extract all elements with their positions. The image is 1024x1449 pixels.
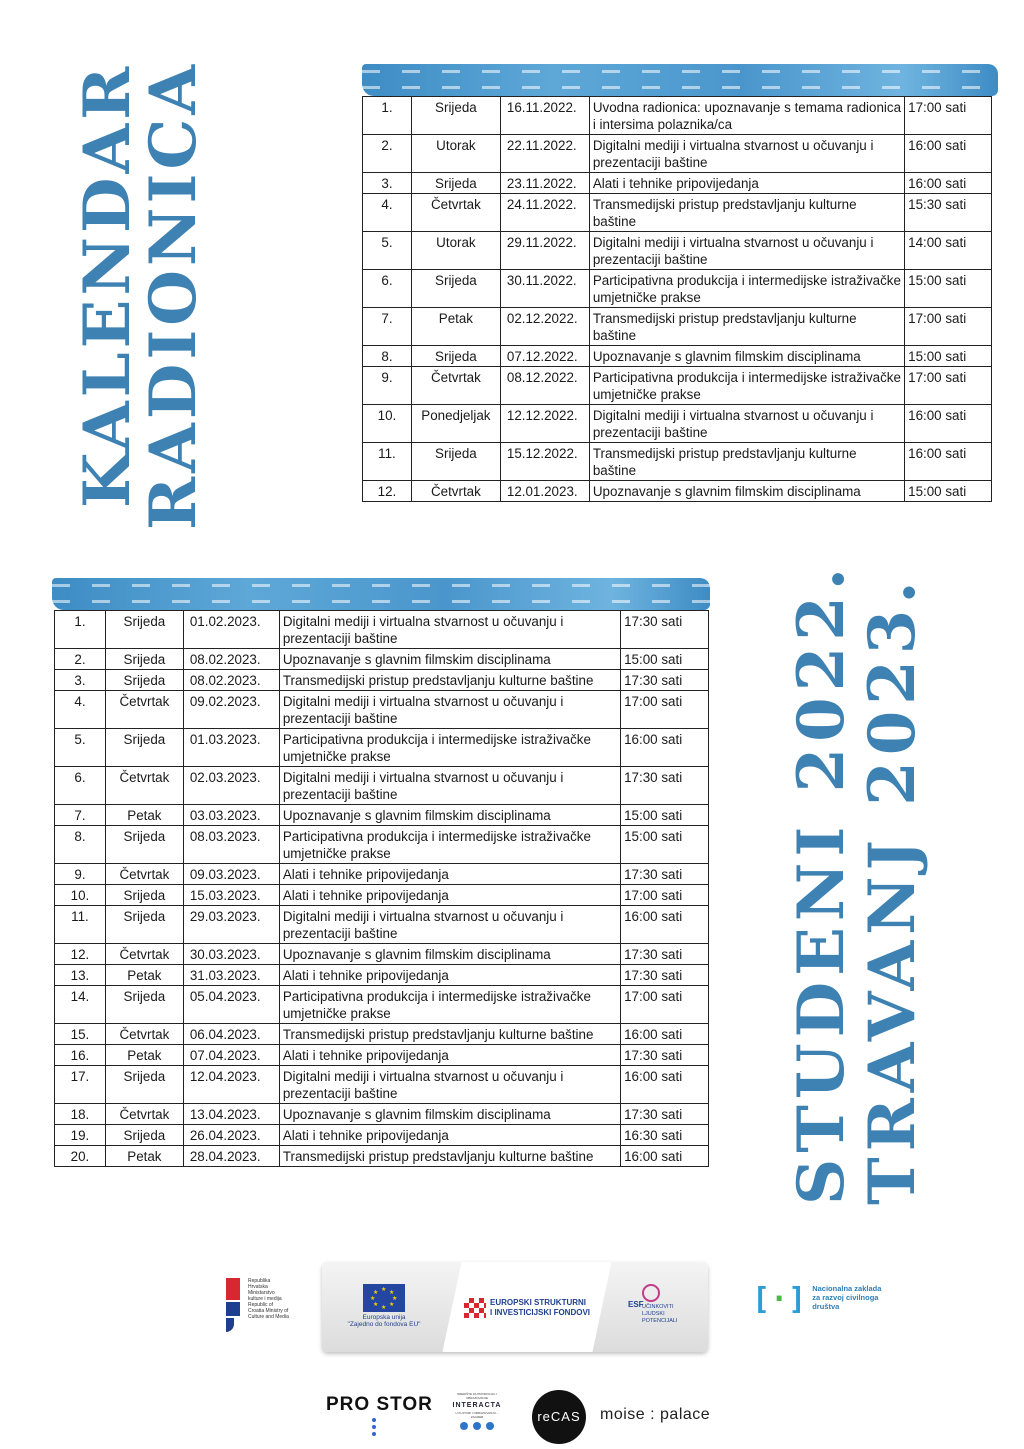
cell-number: 15. [55, 1024, 106, 1045]
cell-topic: Upoznavanje s glavnim filmskim disciplinama [589, 346, 904, 367]
cell-number: 4. [55, 691, 106, 729]
cell-time: 17:00 sati [621, 885, 709, 906]
cell-topic: Participativna produkcija i intermedijske istraživačke umjetničke prakse [279, 826, 620, 864]
cell-day: Petak [105, 1146, 183, 1167]
cell-time: 17:00 sati [621, 986, 709, 1024]
cell-topic: Upoznavanje s glavnim filmskim disciplinama [279, 1104, 620, 1125]
table-row [363, 443, 992, 481]
interacta-small-text-2: U KULTURI I OBRAZOVANJU – ZAGREB [455, 1411, 499, 1419]
cell-time: 16:00 sati [905, 405, 992, 443]
cell-time: 14:00 sati [905, 232, 992, 270]
cell-number: 6. [363, 270, 412, 308]
cell-topic: Participativna produkcija i intermedijske istraživačke umjetničke prakse [589, 270, 904, 308]
cell-topic: Transmedijski pristup predstavljanju kulturne baštine [589, 443, 904, 481]
table-row [363, 367, 992, 405]
cell-time: 15:00 sati [621, 826, 709, 864]
cell-number: 19. [55, 1125, 106, 1146]
cell-topic: Transmedijski pristup predstavljanju kulturne baštine [589, 308, 904, 346]
cell-day: Petak [105, 805, 183, 826]
schedule-table-1 [362, 96, 992, 502]
cell-date: 15.12.2022. [500, 443, 589, 481]
cell-number: 1. [363, 97, 412, 135]
cell-topic: Alati i tehnike pripovijedanja [279, 1045, 620, 1066]
cell-day: Srijeda [105, 670, 183, 691]
cell-date: 26.04.2023. [183, 1125, 279, 1146]
ministry-logo [222, 1278, 290, 1334]
cell-topic: Digitalni mediji i virtualna stvarnost u očuvanju i prezentaciji baštine [279, 1066, 620, 1104]
cell-date: 08.02.2023. [183, 649, 279, 670]
cell-date: 12.01.2023. [500, 481, 589, 502]
brush-stroke-bottom [52, 578, 710, 610]
cell-date: 08.12.2022. [500, 367, 589, 405]
title-studeni: STUDENI 2022. [784, 561, 859, 1205]
table-row [55, 767, 709, 805]
table-row [55, 1024, 709, 1045]
cell-time: 16:30 sati [621, 1125, 709, 1146]
cell-date: 16.11.2022. [500, 97, 589, 135]
dots-icon [372, 1418, 376, 1439]
cell-topic: Upoznavanje s glavnim filmskim disciplinama [279, 944, 620, 965]
eu-text-1: Europska unija [362, 1314, 406, 1321]
cell-day: Ponedjeljak [411, 405, 500, 443]
cell-topic: Alati i tehnike pripovijedanja [279, 864, 620, 885]
cell-topic: Transmedijski pristup predstavljanju kulturne baštine [589, 194, 904, 232]
cell-day: Srijeda [105, 1125, 183, 1146]
cell-time: 15:00 sati [905, 270, 992, 308]
cell-day: Utorak [411, 135, 500, 173]
cell-number: 9. [363, 367, 412, 405]
cell-day: Srijeda [105, 826, 183, 864]
esf-letters: ESF [628, 1300, 644, 1309]
table-row [55, 1045, 709, 1066]
cell-day: Srijeda [105, 649, 183, 670]
cell-date: 24.11.2022. [500, 194, 589, 232]
cell-day: Petak [411, 308, 500, 346]
interacta-text: INTERACTA [452, 1402, 502, 1409]
table-row [55, 691, 709, 729]
cell-topic: Digitalni mediji i virtualna stvarnost u očuvanju i prezentaciji baštine [279, 691, 620, 729]
cell-number: 5. [55, 729, 106, 767]
moise-palace-logo: moise : palace [600, 1406, 711, 1423]
cell-date: 07.12.2022. [500, 346, 589, 367]
cell-topic: Alati i tehnike pripovijedanja [279, 965, 620, 986]
cell-topic: Upoznavanje s glavnim filmskim disciplinama [279, 649, 620, 670]
cell-number: 5. [363, 232, 412, 270]
cell-day: Srijeda [105, 906, 183, 944]
title-radionica: RADIONICA [136, 60, 211, 530]
cell-time: 17:00 sati [905, 97, 992, 135]
nzr-logo [752, 1284, 882, 1316]
cell-time: 17:00 sati [905, 367, 992, 405]
cell-date: 03.03.2023. [183, 805, 279, 826]
cell-date: 30.03.2023. [183, 944, 279, 965]
cell-time: 17:00 sati [621, 691, 709, 729]
eu-logo [344, 1284, 424, 1328]
cell-day: Srijeda [105, 729, 183, 767]
eu-flag-icon: ★ ★ ★ ★ ★ ★ ★ ★ [363, 1284, 405, 1312]
table-row [55, 906, 709, 944]
cell-topic: Alati i tehnike pripovijedanja [279, 1125, 620, 1146]
cell-topic: Transmedijski pristup predstavljanju kulturne baštine [279, 670, 620, 691]
table-row [55, 805, 709, 826]
cell-time: 17:30 sati [621, 864, 709, 885]
cell-date: 05.04.2023. [183, 986, 279, 1024]
cell-number: 7. [55, 805, 106, 826]
cell-day: Četvrtak [411, 367, 500, 405]
cell-day: Utorak [411, 232, 500, 270]
title-kalendar: KALENDAR [70, 62, 145, 508]
cell-day: Srijeda [411, 270, 500, 308]
table-row [55, 944, 709, 965]
esif-text-1: EUROPSKI STRUKTURNI [490, 1298, 587, 1307]
cell-number: 7. [363, 308, 412, 346]
cell-time: 17:00 sati [905, 308, 992, 346]
table-row [55, 649, 709, 670]
cell-date: 02.12.2022. [500, 308, 589, 346]
cell-day: Srijeda [411, 443, 500, 481]
cell-date: 12.04.2023. [183, 1066, 279, 1104]
ministry-text: Republika Hrvatska Ministarstvo kulture i medija Republic of Croatia Ministry of Culture and Media [248, 1278, 289, 1320]
cell-number: 18. [55, 1104, 106, 1125]
cell-number: 20. [55, 1146, 106, 1167]
nzr-text: Nacionalna zaklada za razvoj civilnoga društva [812, 1284, 882, 1311]
cell-time: 17:30 sati [621, 611, 709, 649]
cell-day: Srijeda [411, 173, 500, 194]
table-row [363, 346, 992, 367]
table-row [55, 729, 709, 767]
cell-time: 16:00 sati [905, 135, 992, 173]
prostor-text: PRO STOR [326, 1394, 433, 1415]
cell-date: 09.02.2023. [183, 691, 279, 729]
cell-topic: Uvodna radionica: upoznavanje s temama radionica i intersima polaznika/ca [589, 97, 904, 135]
cell-topic: Digitalni mediji i virtualna stvarnost u očuvanju i prezentaciji baštine [589, 405, 904, 443]
dots-icon [452, 1422, 502, 1430]
table-row [55, 1066, 709, 1104]
cell-time: 17:30 sati [621, 1045, 709, 1066]
cell-topic: Participativna produkcija i intermedijske istraživačke umjetničke prakse [589, 367, 904, 405]
cell-date: 08.02.2023. [183, 670, 279, 691]
cell-time: 15:00 sati [905, 481, 992, 502]
cell-day: Četvrtak [105, 864, 183, 885]
cell-time: 16:00 sati [621, 1066, 709, 1104]
cell-topic: Digitalni mediji i virtualna stvarnost u očuvanju i prezentaciji baštine [589, 232, 904, 270]
cell-day: Srijeda [105, 885, 183, 906]
table-row [55, 670, 709, 691]
table-row [55, 885, 709, 906]
table-row [363, 232, 992, 270]
cell-time: 17:30 sati [621, 965, 709, 986]
cell-date: 13.04.2023. [183, 1104, 279, 1125]
table-row [363, 481, 992, 502]
cell-number: 10. [55, 885, 106, 906]
table-row [55, 864, 709, 885]
esf-logo-bar [322, 1262, 708, 1352]
cell-day: Petak [105, 965, 183, 986]
cell-day: Četvrtak [105, 944, 183, 965]
cell-number: 3. [55, 670, 106, 691]
table-row [55, 1125, 709, 1146]
cell-number: 8. [363, 346, 412, 367]
cell-time: 17:30 sati [621, 944, 709, 965]
cell-number: 13. [55, 965, 106, 986]
cell-number: 14. [55, 986, 106, 1024]
table-row [363, 173, 992, 194]
esif-logo [464, 1298, 590, 1318]
cell-number: 9. [55, 864, 106, 885]
ljudski-text: UČINKOVITI LJUDSKI POTENCIJALI [642, 1304, 678, 1324]
cell-topic: Digitalni mediji i virtualna stvarnost u očuvanju i prezentaciji baštine [279, 767, 620, 805]
cell-number: 3. [363, 173, 412, 194]
cell-day: Četvrtak [105, 1024, 183, 1045]
table-row [55, 1104, 709, 1125]
cell-date: 02.03.2023. [183, 767, 279, 805]
cell-time: 16:00 sati [621, 906, 709, 944]
cell-day: Srijeda [411, 97, 500, 135]
cell-date: 28.04.2023. [183, 1146, 279, 1167]
cell-day: Srijeda [105, 1066, 183, 1104]
cell-date: 08.03.2023. [183, 826, 279, 864]
cell-day: Srijeda [105, 986, 183, 1024]
cell-date: 15.03.2023. [183, 885, 279, 906]
table-row [363, 194, 992, 232]
cell-day: Četvrtak [411, 194, 500, 232]
title-travanj: TRAVANJ 2023. [855, 575, 930, 1205]
table-row [363, 270, 992, 308]
table-row [363, 308, 992, 346]
table-row [55, 965, 709, 986]
cell-number: 2. [363, 135, 412, 173]
table-row [55, 986, 709, 1024]
cell-time: 17:30 sati [621, 767, 709, 805]
cell-date: 23.11.2022. [500, 173, 589, 194]
cell-day: Četvrtak [411, 481, 500, 502]
cell-date: 29.11.2022. [500, 232, 589, 270]
cell-topic: Digitalni mediji i virtualna stvarnost u očuvanju i prezentaciji baštine [279, 906, 620, 944]
cell-day: Četvrtak [105, 691, 183, 729]
cell-topic: Upoznavanje s glavnim filmskim disciplinama [589, 481, 904, 502]
cell-time: 15:00 sati [621, 805, 709, 826]
cell-topic: Participativna produkcija i intermedijske istraživačke umjetničke prakse [279, 986, 620, 1024]
cell-number: 11. [55, 906, 106, 944]
table-row [363, 97, 992, 135]
cell-number: 8. [55, 826, 106, 864]
cell-day: Srijeda [105, 611, 183, 649]
cell-date: 07.04.2023. [183, 1045, 279, 1066]
recas-logo: reCAS [532, 1390, 586, 1444]
cell-time: 15:00 sati [905, 346, 992, 367]
interacta-logo [452, 1392, 502, 1430]
cell-number: 11. [363, 443, 412, 481]
cell-topic: Digitalni mediji i virtualna stvarnost u očuvanju i prezentaciji baštine [589, 135, 904, 173]
cell-topic: Transmedijski pristup predstavljanju kulturne baštine [279, 1146, 620, 1167]
cell-time: 16:00 sati [621, 1024, 709, 1045]
cell-time: 17:30 sati [621, 1104, 709, 1125]
cell-number: 16. [55, 1045, 106, 1066]
cell-time: 15:30 sati [905, 194, 992, 232]
cell-number: 12. [363, 481, 412, 502]
cell-topic: Participativna produkcija i intermedijske istraživačke umjetničke prakse [279, 729, 620, 767]
cell-date: 31.03.2023. [183, 965, 279, 986]
cell-number: 6. [55, 767, 106, 805]
cell-time: 16:00 sati [621, 729, 709, 767]
cell-topic: Transmedijski pristup predstavljanju kulturne baštine [279, 1024, 620, 1045]
bracket-icon: [·] [752, 1282, 807, 1317]
table-row [55, 611, 709, 649]
checkerboard-icon [464, 1298, 486, 1318]
cell-time: 16:00 sati [905, 443, 992, 481]
cell-time: 15:00 sati [621, 649, 709, 670]
cell-number: 12. [55, 944, 106, 965]
cell-date: 12.12.2022. [500, 405, 589, 443]
cell-time: 16:00 sati [905, 173, 992, 194]
cell-day: Srijeda [411, 346, 500, 367]
prostor-logo [326, 1394, 433, 1416]
table-row [363, 135, 992, 173]
cell-time: 16:00 sati [621, 1146, 709, 1167]
cell-day: Četvrtak [105, 767, 183, 805]
cell-topic: Digitalni mediji i virtualna stvarnost u očuvanju i prezentaciji baštine [279, 611, 620, 649]
table-row [55, 1146, 709, 1167]
cell-number: 2. [55, 649, 106, 670]
cell-date: 01.03.2023. [183, 729, 279, 767]
cell-date: 09.03.2023. [183, 864, 279, 885]
cell-date: 01.02.2023. [183, 611, 279, 649]
cell-day: Četvrtak [105, 1104, 183, 1125]
esif-text-2: I INVESTICIJSKI FONDOVI [490, 1308, 591, 1317]
cell-topic: Alati i tehnike pripovijedanja [279, 885, 620, 906]
cell-number: 17. [55, 1066, 106, 1104]
cell-time: 17:30 sati [621, 670, 709, 691]
table-row [363, 405, 992, 443]
brush-stroke-top [362, 64, 998, 96]
cell-number: 4. [363, 194, 412, 232]
cell-date: 22.11.2022. [500, 135, 589, 173]
cell-day: Petak [105, 1045, 183, 1066]
cell-date: 29.03.2023. [183, 906, 279, 944]
eu-text-2: "Zajedno do fondova EU" [347, 1321, 421, 1328]
cell-topic: Upoznavanje s glavnim filmskim disciplinama [279, 805, 620, 826]
ljudski-potencijali-logo [628, 1284, 686, 1325]
cell-number: 1. [55, 611, 106, 649]
cell-date: 30.11.2022. [500, 270, 589, 308]
schedule-table-2 [54, 610, 709, 1167]
cell-date: 06.04.2023. [183, 1024, 279, 1045]
cell-number: 10. [363, 405, 412, 443]
interacta-small-text: SREDIŠTE ZA PROMOCIJU I OBRAZOVANJE [456, 1392, 497, 1400]
flower-icon [642, 1284, 660, 1302]
croatia-coat-icon [222, 1278, 242, 1334]
table-row [55, 826, 709, 864]
cell-topic: Alati i tehnike pripovijedanja [589, 173, 904, 194]
